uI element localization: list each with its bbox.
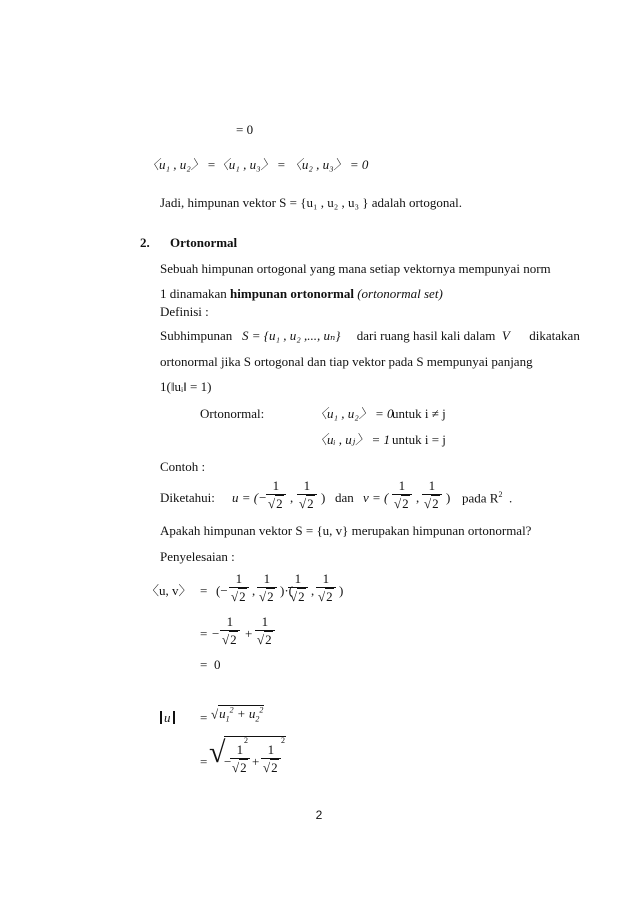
subhimpunan-line <box>160 329 580 342</box>
plus-sign: + <box>245 626 253 641</box>
equals: = <box>200 583 208 598</box>
condition-1-expr: 〈u₁ , u₂〉 = 0 <box>314 406 394 421</box>
numerator: 1 <box>428 478 436 493</box>
numerator: 1 <box>226 614 234 629</box>
fraction-1-over-sqrt2: $\frac{1}{√2}$ <box>220 614 240 648</box>
condition-2-text: untuk i = j <box>392 432 446 447</box>
section-number: 2. <box>140 235 150 250</box>
numerator: 1 <box>303 478 311 493</box>
exponent: 2 <box>229 706 234 715</box>
equals: = <box>200 710 208 725</box>
conclusion-orthogonal: Jadi, himpunan vektor S = {u₁ , u₂ , u₃ } adalah ortogonal. <box>160 195 463 210</box>
fraction-1-over-sqrt2: $\frac{1}{√2}$ <box>316 571 336 605</box>
term-himpunan-ortonormal: himpunan ortonormal <box>230 286 354 301</box>
exponent-2: 2 <box>244 736 248 745</box>
definisi-label: Definisi : <box>160 304 209 319</box>
fraction-1-over-sqrt2: $\frac{1}{√2}$ <box>288 571 308 605</box>
symbol-V: V <box>501 328 510 343</box>
fraction-1-over-sqrt2: $\frac{1}{√2}$ <box>297 478 317 512</box>
u-definition-start: u = (− <box>232 490 267 505</box>
comma: , <box>252 583 256 598</box>
dan-word: dan <box>335 490 354 505</box>
close-paren: ) <box>339 583 344 598</box>
sqrt-u1-u2-squared: $√u_1^2 + u_2^2$ <box>211 706 264 724</box>
big-sqrt-sign: √ <box>209 736 226 769</box>
numerator: 1 <box>263 571 271 586</box>
condition-2-expr: 〈uᵢ , uⱼ〉 = 1 <box>314 432 391 447</box>
equals: = <box>200 657 208 672</box>
ortonormal-jika-line: ortonormal jika S ortogonal dan tiap vektor pada S mempunyai panjang <box>160 354 533 369</box>
radicand: 2 <box>298 589 305 604</box>
v-definition-start: v = ( <box>363 490 389 505</box>
pada-R2: pada $R^2$ . <box>462 490 513 506</box>
question-line: Apakah himpunan vektor S = {u, v} merupakan himpunan ortonormal? <box>160 523 532 538</box>
comma: , <box>311 583 315 598</box>
open-paren-minus: (− <box>216 583 228 598</box>
minus-sign: − <box>224 754 232 769</box>
fraction-1-over-sqrt2: $\frac{1}{√2}$ <box>422 478 442 512</box>
text-subhimpunan: Subhimpunan <box>160 328 233 343</box>
set-S-definition: S = {u₁ , u₂ ,..., uₙ} <box>241 328 341 343</box>
fraction-1-over-sqrt2: $\frac{1}{√2}$ <box>230 742 250 776</box>
radicand: 2 <box>402 496 409 511</box>
numerator: 1 <box>236 742 244 757</box>
numerator: 1 <box>267 742 275 757</box>
radicand: 2 <box>307 496 314 511</box>
numerator: 1 <box>261 614 269 629</box>
close-paren: ) <box>321 490 326 505</box>
radicand: 2 <box>432 496 439 511</box>
text-dari-ruang: dari ruang hasil kali dalam <box>356 328 496 343</box>
fraction-1-over-sqrt2: $\frac{1}{√2}$ <box>266 478 286 512</box>
big-sqrt-bar <box>224 736 286 737</box>
dot-product-op: )·( <box>280 583 293 598</box>
comma: , <box>290 490 294 505</box>
inner-product-uv: 〈u, v〉 <box>146 583 192 598</box>
radicand: 2 <box>276 496 283 511</box>
equals: = <box>200 626 208 641</box>
numerator: 1 <box>235 571 243 586</box>
text-dikatakan: dikatakan <box>529 328 580 343</box>
close-paren: ) <box>446 490 451 505</box>
paragraph-line-1: Sebuah himpunan ortogonal yang mana setiap vektornya mempunyai norm <box>160 261 551 276</box>
radicand: 2 <box>240 760 247 775</box>
numerator: 1 <box>294 571 302 586</box>
zero-result: 0 <box>214 657 221 672</box>
numerator: 1 <box>272 478 280 493</box>
exponent-2: 2 <box>281 736 285 745</box>
section-title: Ortonormal <box>170 235 238 250</box>
norm-u <box>160 711 175 724</box>
minus-sign: − <box>212 626 220 641</box>
radicand: 2 <box>239 589 246 604</box>
paragraph-line-2 <box>160 287 443 300</box>
radicand: 2 <box>326 589 333 604</box>
term-ortonormal-set: (ortonormal set) <box>357 286 443 301</box>
penyelesaian-label: Penyelesaian : <box>160 549 235 564</box>
pada-text: pada R <box>462 490 499 506</box>
numerator: 1 <box>322 571 330 586</box>
equals: = <box>200 754 208 769</box>
radicand: 2 <box>267 589 274 604</box>
fraction-1-over-sqrt2: $\frac{1}{√2}$ <box>229 571 249 605</box>
condition-1-text: untuk i ≠ j <box>392 406 446 421</box>
fraction-1-over-sqrt2: $\frac{1}{√2}$ <box>261 742 281 776</box>
text-dinamakan: 1 dinamakan <box>160 286 227 301</box>
radicand: 2 <box>271 760 278 775</box>
norm-equals-one: 1(‖uᵢ‖ = 1) <box>160 379 212 394</box>
contoh-label: Contoh : <box>160 459 206 474</box>
radicand: 2 <box>230 632 237 647</box>
fraction-1-over-sqrt2: $\frac{1}{√2}$ <box>392 478 412 512</box>
equals-zero: = 0 <box>236 122 254 137</box>
diketahui-label: Diketahui: <box>160 490 215 505</box>
comma: , <box>416 490 420 505</box>
exponent: 2 <box>498 490 503 499</box>
ortonormal-label: Ortonormal: <box>200 406 265 421</box>
page-number: 2 <box>315 808 323 822</box>
numerator: 1 <box>398 478 406 493</box>
radicand: 2 <box>265 632 272 647</box>
fraction-1-over-sqrt2: $\frac{1}{√2}$ <box>257 571 277 605</box>
exponent: 2 <box>259 706 264 715</box>
fraction-1-over-sqrt2: $\frac{1}{√2}$ <box>255 614 275 648</box>
inner-products-line: 〈u₁ , u₂〉 =〈u₁ , u₃〉 = 〈u₂ , u₃〉 = 0 <box>146 157 369 172</box>
norm-u-symbol: u <box>164 710 171 725</box>
plus-sign: + <box>252 754 260 769</box>
